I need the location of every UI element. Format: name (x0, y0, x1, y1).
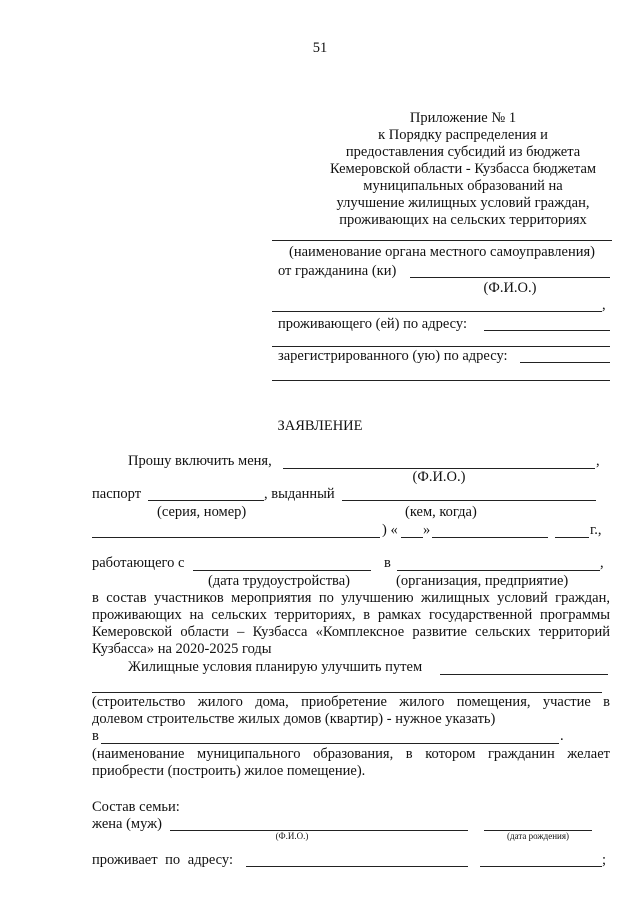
passport-series-field[interactable] (148, 500, 264, 501)
spouse-address-field-continued[interactable] (480, 866, 602, 867)
citizen-fio-field[interactable] (410, 277, 610, 278)
issue-year-field[interactable] (555, 537, 589, 538)
registered-label: зарегистрированного (ую) по адресу: (278, 348, 508, 364)
passport-issued-field-continued[interactable] (92, 537, 380, 538)
housing-caption-line: долевом строительстве жилых домов (квартир) - нужное указать) (92, 711, 496, 727)
employment-date-caption: (дата трудоустройства) (208, 573, 350, 589)
paragraph-line: проживающих на сельских территориях, в рамках государственной программы (92, 607, 610, 623)
spouse-address-field[interactable] (246, 866, 468, 867)
in-municipality-label: в (92, 728, 99, 744)
issued-caption: (кем, когда) (405, 504, 477, 520)
from-citizen-label: от гражданина (ки) (278, 263, 397, 279)
housing-plan-label: Жилищные условия планирую улучшить путем (128, 659, 423, 675)
paragraph-line: Кемеровской области – Кузбасса «Комплексное развитие сельских территорий (92, 624, 610, 640)
appendix-line: улучшение жилищных условий граждан, (336, 195, 590, 211)
issued-label: , выданный (264, 486, 335, 502)
authority-caption: (наименование органа местного самоуправления) (289, 244, 595, 260)
municipality-caption-line: приобрести (построить) жилое помещение). (92, 763, 366, 779)
residing-address-field[interactable] (484, 330, 610, 331)
comma: , (596, 453, 600, 469)
passport-label: паспорт (92, 486, 142, 502)
family-header: Состав семьи: (92, 799, 180, 815)
appendix-line: к Порядку распределения и (378, 127, 548, 143)
appendix-line: Кемеровской области - Кузбасса бюджетам (330, 161, 597, 177)
year-suffix: г., (590, 522, 602, 538)
residing-address-field-continued[interactable] (272, 346, 610, 347)
housing-method-field-continued[interactable] (92, 692, 602, 693)
series-caption: (серия, номер) (157, 504, 247, 520)
date-close: » (423, 522, 431, 538)
comma: , (600, 555, 604, 571)
issue-day-field[interactable] (401, 537, 423, 538)
housing-method-field[interactable] (440, 674, 608, 675)
paragraph-line: в состав участников мероприятия по улучшению жилищных условий граждан, (92, 590, 610, 606)
authority-field[interactable] (272, 240, 612, 241)
appendix-title: Приложение № 1 (409, 110, 517, 126)
semicolon: ; (602, 852, 607, 868)
municipality-caption-line: (наименование муниципального образования, в котором гражданин желает (92, 746, 610, 762)
request-label: Прошу включить меня, (128, 453, 272, 469)
page-number: 51 (312, 40, 328, 56)
housing-caption-line: (строительство жилого дома, приобретение жилого помещения, участие в (92, 694, 610, 710)
statement-title: ЗАЯВЛЕНИЕ (277, 418, 363, 434)
registered-address-field-continued[interactable] (272, 380, 610, 381)
organization-field[interactable] (397, 570, 600, 571)
appendix-line: предоставления субсидий из бюджета (345, 144, 581, 160)
spouse-label: жена (муж) (92, 816, 162, 832)
working-since-label: работающего с (92, 555, 185, 571)
spouse-birth-caption: (дата рождения) (507, 831, 569, 841)
registered-address-field[interactable] (520, 362, 610, 363)
passport-issued-field[interactable] (342, 500, 596, 501)
citizen-fio-field-continued[interactable] (272, 311, 602, 312)
date-open: ) « (382, 522, 398, 538)
residing-label: проживающего (ей) по адресу: (278, 316, 467, 332)
lives-at-label: проживает по адресу: (92, 852, 233, 868)
in-label: в (384, 555, 391, 571)
spouse-fio-caption: (Ф.И.О.) (275, 831, 309, 841)
citizen-fio-caption: (Ф.И.О.) (483, 280, 537, 296)
appendix-line: муниципальных образований на (363, 178, 563, 194)
employment-date-field[interactable] (193, 570, 371, 571)
applicant-fio-caption: (Ф.И.О.) (412, 469, 466, 485)
appendix-line: проживающих на сельских территориях (339, 212, 587, 228)
period: . (560, 728, 564, 744)
issue-month-field[interactable] (432, 537, 548, 538)
organization-caption: (организация, предприятие) (396, 573, 569, 589)
paragraph-line: Кузбасса» на 2020-2025 годы (92, 641, 272, 657)
municipality-field[interactable] (101, 743, 559, 744)
comma: , (602, 297, 606, 313)
